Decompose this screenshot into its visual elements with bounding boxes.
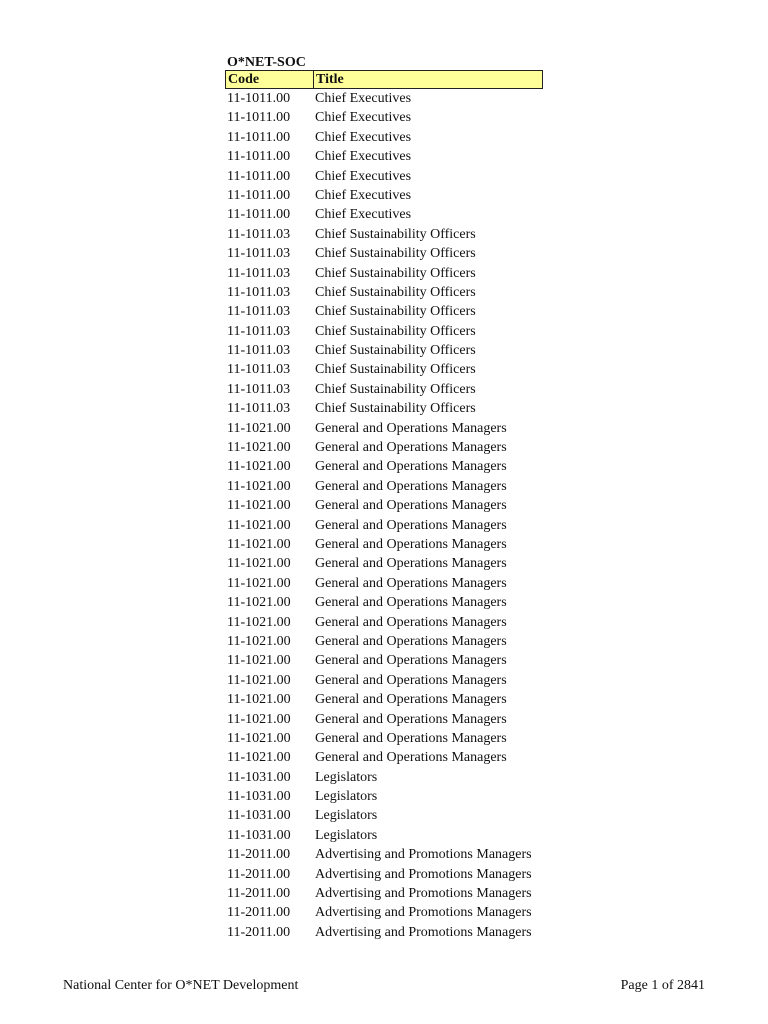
title-cell: Chief Sustainability Officers (315, 362, 476, 378)
title-cell: Chief Executives (315, 187, 412, 203)
code-cell: 11-2011.00 (227, 905, 291, 921)
title-cell: General and Operations Managers (315, 536, 507, 552)
table-row (225, 457, 543, 476)
title-cell: General and Operations Managers (315, 478, 507, 494)
table-super-header: O*NET-SOC (227, 55, 306, 70)
table-row (225, 341, 543, 360)
table-row (225, 787, 543, 806)
title-cell: General and Operations Managers (315, 575, 507, 591)
code-cell: 11-1031.00 (227, 808, 291, 824)
code-cell: 11-1021.00 (227, 633, 291, 649)
title-cell: General and Operations Managers (315, 653, 507, 669)
table-row (225, 167, 543, 186)
table-row (225, 710, 543, 729)
table-row (225, 205, 543, 224)
code-cell: 11-2011.00 (227, 924, 291, 940)
code-cell: 11-2011.00 (227, 886, 291, 902)
table-row (225, 574, 543, 593)
title-cell: General and Operations Managers (315, 517, 507, 533)
title-cell: Legislators (315, 808, 378, 824)
title-cell: Chief Sustainability Officers (315, 246, 476, 262)
table-header-row (225, 70, 543, 89)
code-cell: 11-1011.03 (227, 323, 291, 339)
title-cell: General and Operations Managers (315, 672, 507, 688)
code-cell: 11-1021.00 (227, 498, 291, 514)
table-row (225, 264, 543, 283)
title-cell: Advertising and Promotions Managers (315, 886, 532, 902)
code-cell: 11-1021.00 (227, 575, 291, 591)
title-cell: Chief Sustainability Officers (315, 304, 476, 320)
table-row (225, 128, 543, 147)
title-cell: Chief Sustainability Officers (315, 381, 476, 397)
code-cell: 11-1021.00 (227, 750, 291, 766)
code-cell: 11-1011.03 (227, 246, 291, 262)
title-column-header: Title (316, 72, 344, 87)
table-row (225, 651, 543, 670)
title-cell: General and Operations Managers (315, 498, 507, 514)
title-cell: Advertising and Promotions Managers (315, 905, 532, 921)
code-cell: 11-1011.00 (227, 207, 291, 223)
title-cell: General and Operations Managers (315, 750, 507, 766)
code-cell: 11-1021.00 (227, 614, 291, 630)
title-cell: Chief Executives (315, 110, 412, 126)
table-row (225, 806, 543, 825)
code-cell: 11-1011.03 (227, 304, 291, 320)
code-cell: 11-1021.00 (227, 478, 291, 494)
title-cell: Chief Executives (315, 91, 412, 106)
code-cell: 11-1021.00 (227, 440, 291, 456)
title-cell: Chief Sustainability Officers (315, 343, 476, 359)
table-row (225, 399, 543, 418)
title-cell: General and Operations Managers (315, 692, 507, 708)
title-cell: Legislators (315, 827, 378, 843)
table-row (225, 380, 543, 399)
title-cell: Chief Executives (315, 207, 412, 223)
code-cell: 11-1021.00 (227, 730, 291, 746)
title-cell: General and Operations Managers (315, 556, 507, 572)
table-row (225, 438, 543, 457)
code-cell: 11-1011.00 (227, 129, 291, 145)
table-row (225, 535, 543, 554)
title-cell: Chief Sustainability Officers (315, 265, 476, 281)
code-cell: 11-1011.00 (227, 91, 291, 106)
table-row (225, 360, 543, 379)
table-row (225, 632, 543, 651)
code-cell: 11-1021.00 (227, 536, 291, 552)
table-row (225, 477, 543, 496)
table-row (225, 89, 543, 108)
code-cell: 11-1011.03 (227, 362, 291, 378)
table-row (225, 671, 543, 690)
title-cell: General and Operations Managers (315, 459, 507, 475)
table-row (225, 865, 543, 884)
table-row (225, 729, 543, 748)
footer-page-number: Page 1 of 2841 (620, 978, 705, 993)
table-row (225, 845, 543, 864)
code-cell: 11-1011.00 (227, 110, 291, 126)
table-row (225, 283, 543, 302)
code-cell: 11-1021.00 (227, 595, 291, 611)
table-row (225, 613, 543, 632)
table-row (225, 884, 543, 903)
table-row (225, 108, 543, 127)
table-row (225, 593, 543, 612)
table-row (225, 554, 543, 573)
code-cell: 11-1011.00 (227, 187, 291, 203)
title-cell: Legislators (315, 789, 378, 805)
code-cell: 11-1011.03 (227, 265, 291, 281)
code-column-header: Code (226, 71, 314, 88)
title-cell: General and Operations Managers (315, 633, 507, 649)
code-cell: 11-1011.03 (227, 381, 291, 397)
code-cell: 11-1011.00 (227, 168, 291, 184)
title-cell: Chief Executives (315, 149, 412, 165)
code-cell: 11-1031.00 (227, 827, 291, 843)
table-row (225, 302, 543, 321)
title-cell: Chief Executives (315, 168, 412, 184)
title-cell: Chief Sustainability Officers (315, 284, 476, 300)
table-row (225, 322, 543, 341)
code-cell: 11-2011.00 (227, 866, 291, 882)
title-cell: Chief Sustainability Officers (315, 323, 476, 339)
code-cell: 11-1021.00 (227, 556, 291, 572)
table-row (225, 244, 543, 263)
title-cell: Advertising and Promotions Managers (315, 866, 532, 882)
title-cell: Legislators (315, 769, 378, 785)
code-cell: 11-1021.00 (227, 517, 291, 533)
table-row (225, 419, 543, 438)
table-row (225, 516, 543, 535)
title-cell: General and Operations Managers (315, 440, 507, 456)
code-cell: 11-1011.03 (227, 284, 291, 300)
title-cell: Chief Sustainability Officers (315, 226, 476, 242)
code-cell: 11-1011.03 (227, 343, 291, 359)
code-cell: 11-1011.00 (227, 149, 291, 165)
code-cell: 11-1021.00 (227, 711, 291, 727)
code-cell: 11-1031.00 (227, 789, 291, 805)
table-row (225, 826, 543, 845)
title-cell: General and Operations Managers (315, 730, 507, 746)
code-cell: 11-1021.00 (227, 653, 291, 669)
table-row (225, 496, 543, 515)
code-cell: 11-1021.00 (227, 459, 291, 475)
soc-table (225, 55, 543, 942)
table-row (225, 768, 543, 787)
code-cell: 11-1011.03 (227, 226, 291, 242)
title-cell: Chief Executives (315, 129, 412, 145)
table-row (225, 748, 543, 767)
code-cell: 11-1021.00 (227, 420, 291, 436)
title-cell: General and Operations Managers (315, 614, 507, 630)
table-row (225, 923, 543, 942)
title-cell: Advertising and Promotions Managers (315, 924, 532, 940)
table-row (225, 903, 543, 922)
code-cell: 11-2011.00 (227, 847, 291, 863)
title-cell: General and Operations Managers (315, 595, 507, 611)
code-cell: 11-1011.03 (227, 401, 291, 417)
table-row (225, 147, 543, 166)
table-row (225, 225, 543, 244)
table-row (225, 186, 543, 205)
footer-organization: National Center for O*NET Development (63, 978, 299, 993)
title-cell: Chief Sustainability Officers (315, 401, 476, 417)
title-cell: General and Operations Managers (315, 711, 507, 727)
code-cell: 11-1021.00 (227, 692, 291, 708)
title-cell: General and Operations Managers (315, 420, 507, 436)
table-body (225, 89, 543, 942)
code-cell: 11-1031.00 (227, 769, 291, 785)
table-row (225, 690, 543, 709)
code-cell: 11-1021.00 (227, 672, 291, 688)
title-cell: Advertising and Promotions Managers (315, 847, 532, 863)
